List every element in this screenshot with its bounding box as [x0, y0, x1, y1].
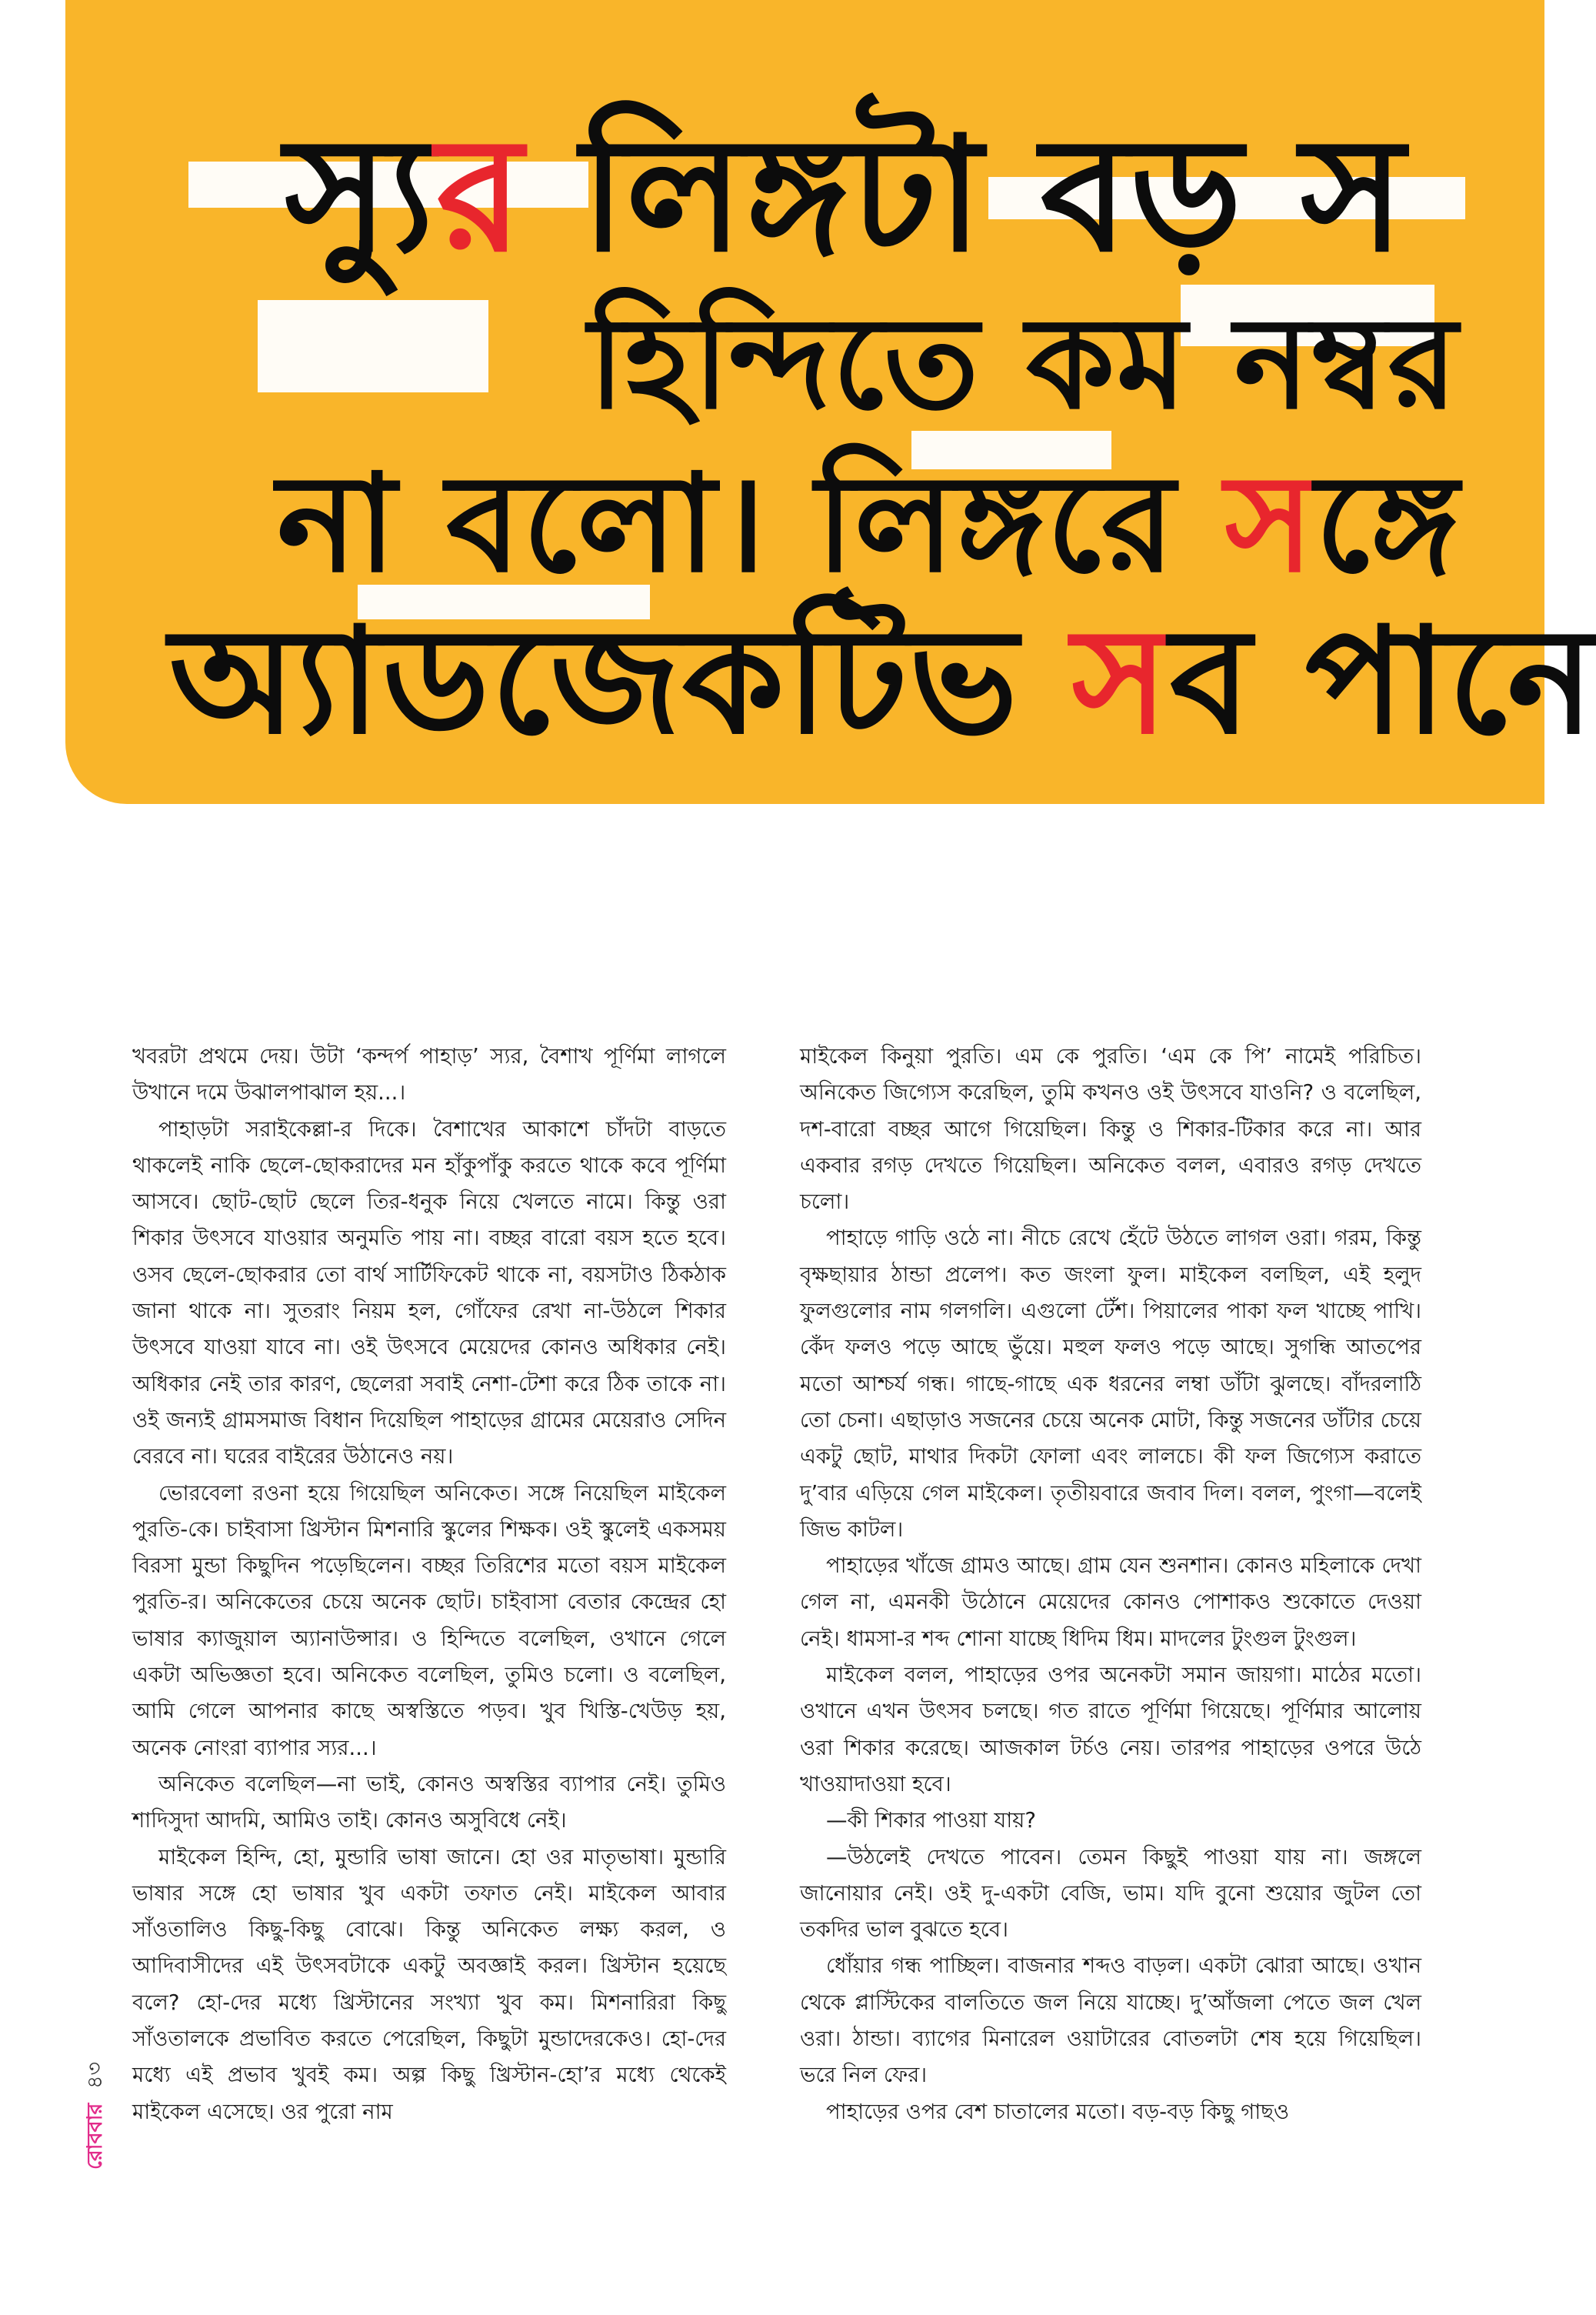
magazine-name: রোববার — [83, 2103, 107, 2170]
paragraph: —কী শিকার পাওয়া যায়? — [826, 1808, 1036, 1833]
paragraph: মাইকেল বলল, পাহাড়ের ওপর অনেকটা সমান জায়গা। মাঠের মতো। ওখানে এখন উৎসব চলছে। গত রাতে পূর্ণিমা গিয়েছে। পূর্ণিমার আলোয় ওরা শিকার করেছে। আজকাল টর্চও নেয়। তারপর পাহাড়ের ওপরে উঠে খাওয়াদাওয়া হবে। — [800, 1663, 1421, 1796]
headline-part: লিঙ্গটা বড় — [524, 104, 1301, 287]
page-folio — [79, 2062, 114, 2170]
headline-red-letter: স — [1071, 596, 1170, 766]
paragraph: খবরটা প্রথমে দেয়। উটা ‘কন্দর্প পাহাড়’ স্যর, বৈশাখ পূর্ণিমা লাগলে উখানে দমে উঝালপাঝাল হয়...। — [132, 1044, 726, 1106]
paragraph: পাহাড়ে গাড়ি ওঠে না। নীচে রেখে হেঁটে উঠতে লাগল ওরা। গরম, কিন্তু বৃক্ষছায়ার ঠান্ডা প্রলেপ। কত জংলা ফুল। মাইকেল বলছিল, এই হলুদ ফুলগুলোর নাম গলগলি। এগুলো টেঁশ। পিয়ালের পাকা ফল খাচ্ছে পাখি। কেঁদ ফলও পড়ে আছে ভুঁয়ে। মহুল ফলও পড়ে আছে। সুগন্ধি আতপের মতো আশ্চর্য গন্ধ। গাছে-গাছে এক ধরনের লম্বা ডাঁটা ঝুলছে। বাঁদরলাঠি তো চেনা। এছাড়াও সজনের চেয়ে অনেক মোটা, কিন্তু সজনের ডাঁটার চেয়ে একটু ছোট, মাথার দিকটা ফোলা এবং লালচে। কী ফল জিগ্যেস করাতে দু’বার এড়িয়ে গেল মাইকেল। তৃতীয়বারে জবাব দিল। বলল, পুংগা—বলেই জিভ কাটল। — [800, 1226, 1421, 1542]
headline-banner — [65, 0, 1596, 804]
paragraph: পাহাড়ের খাঁজে গ্রামও আছে। গ্রাম যেন শুনশান। কোনও মহিলাকে দেখা গেল না, এমনকী উঠোনে মেয়েদের কোনও পোশাকও শুকোতে দেওয়া নেই। ধামসা-র শব্দ শোনা যাচ্ছে ধিদিম ধিম। মাদলের টুংগুল টুংগুল। — [800, 1553, 1421, 1651]
paragraph: মাইকেল কিনুয়া পুরতি। এম কে পুরতি। ‘এম কে পি’ নামেই পরিচিত। অনিকেত জিগ্যেস করেছিল, তুমি কখনও ওই উৎসবে যাওনি? ও বলেছিল, দশ-বারো বচ্ছর আগে গিয়েছিল। কিন্তু ও শিকার-টিকার করে না। আর একবার রগড় দেখতে গিয়েছিল। অনিকেত বলল, এবারও রগড় দেখতে চলো। — [800, 1044, 1421, 1215]
headline-part: স — [1300, 104, 1407, 287]
headline-part: স্যু — [285, 104, 436, 287]
headline-part: না বলো। লিঙ্গরে — [277, 446, 1225, 602]
page-number: ৪৩ — [83, 2061, 107, 2090]
headline-part: অ্যাডজেকটিভ — [169, 596, 1072, 766]
article-column-right — [800, 1039, 1421, 2130]
article-column-left — [132, 1039, 726, 2130]
headline-part: ব পানে — [1169, 596, 1596, 766]
paragraph: পাহাড়ের ওপর বেশ চাতালের মতো। বড়-বড় কিছু গাছও — [826, 2099, 1290, 2124]
paragraph: —উঠলেই দেখতে পাবেন। তেমন কিছুই পাওয়া যায় না। জঙ্গলে জানোয়ার নেই। ওই দু-একটা বেজি, ভাম। যদি বুনো শুয়োর জুটল তো তকদির ভাল বুঝতে হবে। — [800, 1844, 1421, 1943]
headline-red-letter: স — [1224, 446, 1316, 602]
paragraph: ধোঁয়ার গন্ধ পাচ্ছিল। বাজনার শব্দও বাড়ল। একটা ঝোরা আছে। ওখান থেকে প্লাস্টিকের বালতিতে জল নিয়ে যাচ্ছে। দু’আঁজলা পেতে জল খেল ওরা। ঠান্ডা। ব্যাগের মিনারেল ওয়াটারের বোতলটা শেষ হয়ে গিয়েছিল। ভরে নিল ফের। — [800, 1953, 1421, 2088]
headline-red-letter: র — [435, 104, 525, 287]
headline-part: হিন্দিতে কম নম্বর — [588, 289, 1459, 437]
paragraph: মাইকেল হিন্দি, হো, মুন্ডারি ভাষা জানে। হো ওর মাতৃভাষা। মুন্ডারি ভাষার সঙ্গে হো ভাষার খুব একটা তফাত নেই। মাইকেল আবার সাঁওতালিও কিছু-কিছু বোঝে। কিন্তু অনিকেত লক্ষ্য করল, ও আদিবাসীদের এই উৎসবটাকে একটু অবজ্ঞাই করল। খ্রিস্টান হয়েছে বলে? হো-দের মধ্যে খ্রিস্টানের সংখ্যা খুব কম। মিশনারিরা কিছু সাঁওতালকে প্রভাবিত করতে পেরেছিল, কিছুটা মুন্ডাদেরকেও। হো-দের মধ্যে এই প্রভাব খুবই কম। অল্প কিছু খ্রিস্টান-হো’র মধ্যে থেকেই মাইকেল এসেছে। ওর পুরো নাম — [132, 1844, 726, 2124]
headline-line-4 — [169, 569, 1596, 813]
paragraph: পাহাড়টা সরাইকেল্লা-র দিকে। বৈশাখের আকাশে চাঁদটা বাড়তে থাকলেই নাকি ছেলে-ছোকরাদের মন হাঁকুপাঁকু করতে থাকে কবে পূর্ণিমা আসবে। ছোট-ছোট ছেলে তির-ধনুক নিয়ে খেলতে নামে। কিন্তু ওরা শিকার উৎসবে যাওয়ার অনুমতি পায় না। বচ্ছর বারো বয়স হতে হবে। ওসব ছেলে-ছোকরার তো বার্থ সার্টিফিকেট থাকে না, বয়সটাও ঠিকঠাক জানা থাকে না। সুতরাং নিয়ম হল, গোঁফের রেখা না-উঠলে শিকার উৎসবে যাওয়া যাবে না। ওই উৎসবে মেয়েদের কোনও অধিকার নেই। অধিকার নেই তার কারণ, ছেলেরা সবাই নেশা-টেশা করে ঠিক তাকে না। ওই জন্যই গ্রামসমাজ বিধান দিয়েছিল পাহাড়ের গ্রামের মেয়েরাও সেদিন বেরবে না। ঘরের বাইরের উঠানেও নয়। — [132, 1116, 726, 1469]
paragraph: ভোরবেলা রওনা হয়ে গিয়েছিল অনিকেত। সঙ্গে নিয়েছিল মাইকেল পুরতি-কে। চাইবাসা খ্রিস্টান মিশনারি স্কুলের শিক্ষক। ওই স্কুলেই একসময় বিরসা মুন্ডা কিছুদিন পড়েছিলেন। বচ্ছর তিরিশের মতো বয়স মাইকেল পুরতি-র। অনিকেতের চেয়ে অনেক ছোট। চাইবাসা বেতার কেন্দ্রের হো ভাষার ক্যাজুয়াল অ্যানাউন্সার। ও হিন্দিতে বলেছিল, ওখানে গেলে একটা অভিজ্ঞতা হবে। অনিকেত বলেছিল, তুমিও চলো। ও বলেছিল, আমি গেলে আপনার কাছে অস্বস্তিতে পড়ব। খুব খিস্তি-খেউড় হয়, অনেক নোংরা ব্যাপার স্যর...। — [132, 1480, 726, 1760]
paragraph: অনিকেত বলেছিল—না ভাই, কোনও অস্বস্তির ব্যাপার নেই। তুমিও শাদিসুদা আদমি, আমিও তাই। কোনও অসুবিধে নেই। — [132, 1771, 726, 1833]
headline-part: ঙ্গে — [1315, 446, 1461, 602]
